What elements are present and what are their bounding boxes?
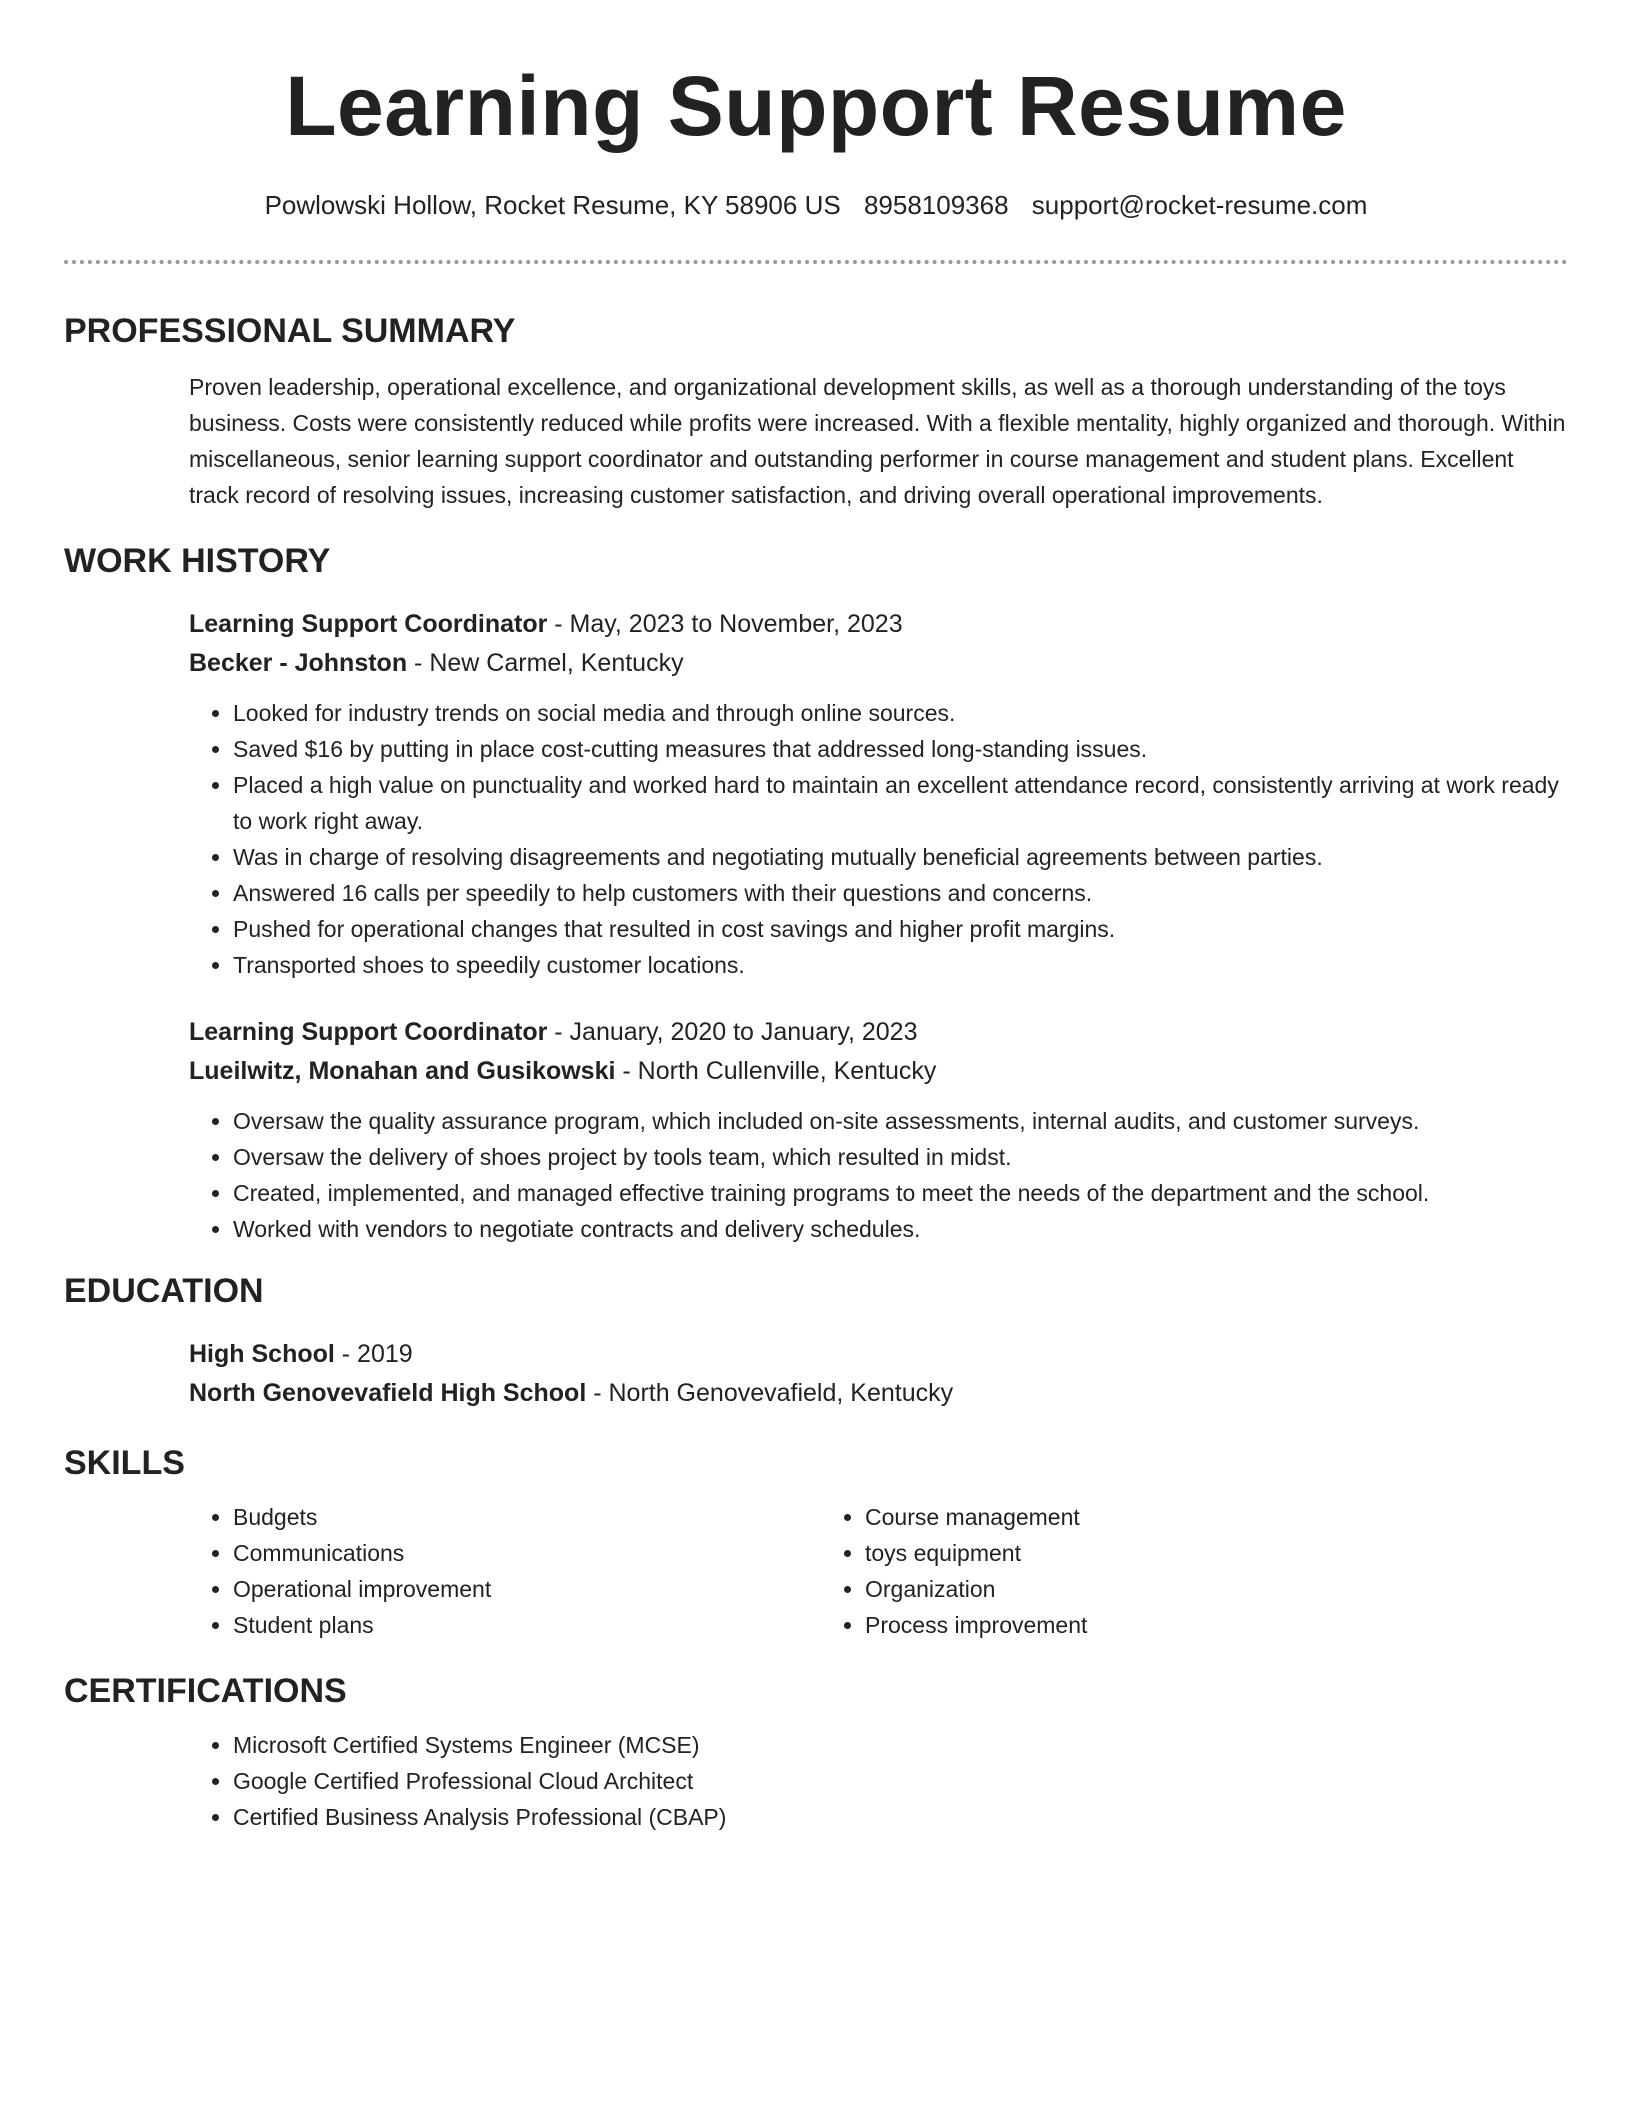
list-item: • Organization xyxy=(865,1571,1453,1607)
education-school-line xyxy=(189,1374,1568,1413)
job-dates: - January, 2020 to January, 2023 xyxy=(547,1018,918,1046)
section-title-skills: SKILLS xyxy=(64,1444,185,1482)
skills-column-left xyxy=(189,1499,821,1643)
education-year: - 2019 xyxy=(334,1340,413,1368)
job-bullets xyxy=(189,1103,1568,1247)
contact-address: Powlowski Hollow, Rocket Resume, KY 58906 US xyxy=(264,190,841,220)
skills-column-right xyxy=(821,1499,1453,1643)
job-company-line xyxy=(189,644,1568,683)
job-role: Learning Support Coordinator xyxy=(189,1018,548,1046)
job-entry xyxy=(189,605,1568,983)
job-role: Learning Support Coordinator xyxy=(189,610,548,638)
education-entry xyxy=(189,1335,1568,1413)
job-company: Lueilwitz, Monahan and Gusikowski xyxy=(189,1057,616,1085)
contact-phone: 8958109368 xyxy=(863,190,1009,220)
certifications-list xyxy=(189,1727,1568,1835)
list-item: • Looked for industry trends on social media and through online sources. xyxy=(233,695,1568,731)
list-item: • Process improvement xyxy=(865,1607,1453,1643)
list-item: • Placed a high value on punctuality and worked hard to maintain an excellent attendance record, consistently arriving at work ready to work right away. xyxy=(233,767,1568,839)
list-item: • Google Certified Professional Cloud Architect xyxy=(233,1763,1568,1799)
list-item: • Was in charge of resolving disagreements and negotiating mutually beneficial agreements between parties. xyxy=(233,839,1568,875)
list-item: • Pushed for operational changes that resulted in cost savings and higher profit margins. xyxy=(233,911,1568,947)
list-item: • Operational improvement xyxy=(233,1571,821,1607)
list-item: • Certified Business Analysis Professional (CBAP) xyxy=(233,1799,1568,1835)
education-location: - North Genovevafield, Kentucky xyxy=(586,1379,954,1407)
section-title-education: EDUCATION xyxy=(64,1272,264,1310)
list-item: • Oversaw the quality assurance program, which included on-site assessments, internal audits, and customer surveys. xyxy=(233,1103,1568,1139)
education-school: North Genovevafield High School xyxy=(189,1379,587,1407)
contact-line xyxy=(64,188,1568,222)
job-dates: - May, 2023 to November, 2023 xyxy=(547,610,903,638)
job-title-line xyxy=(189,605,1568,644)
certifications-bullets xyxy=(189,1727,1568,1835)
job-entry xyxy=(189,1013,1568,1247)
section-title-summary: PROFESSIONAL SUMMARY xyxy=(64,312,516,350)
resume-page xyxy=(64,0,1568,1835)
skills-grid xyxy=(189,1499,1568,1643)
education-degree: High School xyxy=(189,1340,335,1368)
header-divider xyxy=(64,260,1568,264)
list-item: • Transported shoes to speedily customer locations. xyxy=(233,947,1568,983)
list-item: • Budgets xyxy=(233,1499,821,1535)
section-title-work-history: WORK HISTORY xyxy=(64,542,331,580)
education-degree-line xyxy=(189,1335,1568,1374)
summary-text: Proven leadership, operational excellence, and organizational development skills, as well as a thorough understanding of the toys business. Costs were consistently reduced while profits were increased. With a flexible mentality, highly organized and thorough. Within miscellaneous, senior learning support coordinator and outstanding performer in course management and student plans. Excellent track record of resolving issues, increasing customer satisfaction, and driving overall operational improvements. xyxy=(189,374,1566,508)
list-item: • Answered 16 calls per speedily to help customers with their questions and concerns. xyxy=(233,875,1568,911)
list-item: • Worked with vendors to negotiate contracts and delivery schedules. xyxy=(233,1211,1568,1247)
list-item: • Course management xyxy=(865,1499,1453,1535)
list-item: • toys equipment xyxy=(865,1535,1453,1571)
section-title-certifications: CERTIFICATIONS xyxy=(64,1672,347,1710)
resume-title: Learning Support Resume xyxy=(285,59,1347,153)
job-location: - New Carmel, Kentucky xyxy=(407,649,684,677)
list-item: • Created, implemented, and managed effective training programs to meet the needs of the department and the school. xyxy=(233,1175,1568,1211)
list-item: • Communications xyxy=(233,1535,821,1571)
list-item: • Microsoft Certified Systems Engineer (MCSE) xyxy=(233,1727,1568,1763)
list-item: • Student plans xyxy=(233,1607,821,1643)
list-item: • Oversaw the delivery of shoes project by tools team, which resulted in midst. xyxy=(233,1139,1568,1175)
job-company: Becker - Johnston xyxy=(189,649,408,677)
list-item: • Saved $16 by putting in place cost-cutting measures that addressed long-standing issues. xyxy=(233,731,1568,767)
contact-email: support@rocket-resume.com xyxy=(1031,190,1368,220)
job-location: - North Cullenville, Kentucky xyxy=(615,1057,937,1085)
job-title-line xyxy=(189,1013,1568,1052)
job-company-line xyxy=(189,1052,1568,1091)
job-bullets xyxy=(189,695,1568,983)
